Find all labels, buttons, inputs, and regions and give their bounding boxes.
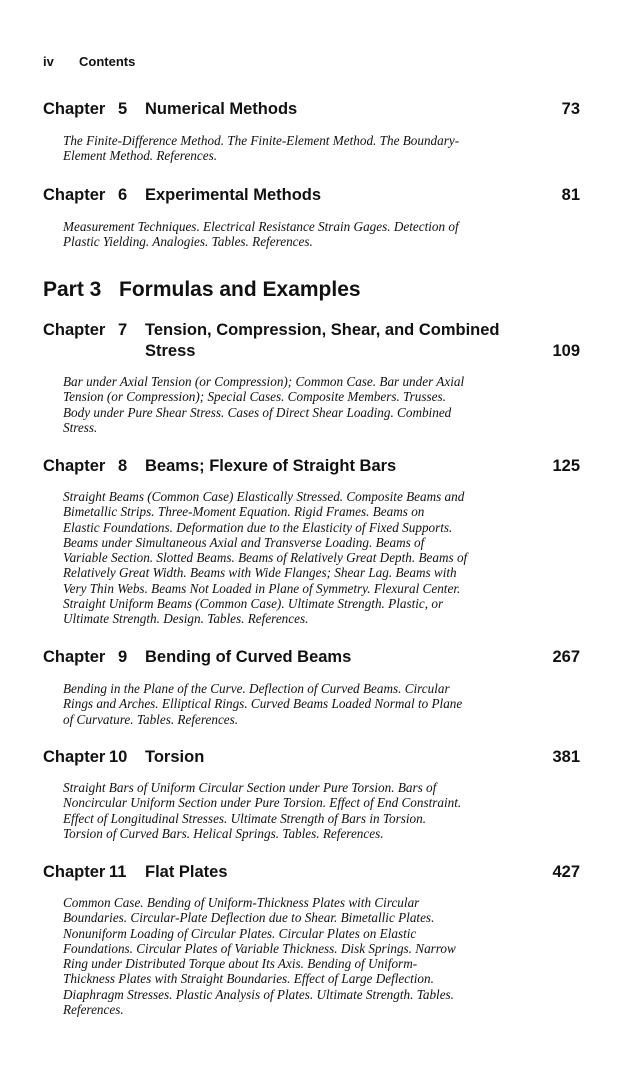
chapter-title: Numerical Methods xyxy=(145,100,298,118)
chapter-page: 427 xyxy=(552,863,580,881)
chapter-label: Chapter xyxy=(43,100,106,118)
description-line: Relatively Great Width. Beams with Wide Flanges; Shear Lag. Beams with xyxy=(63,565,457,581)
chapter-number: 6 xyxy=(118,186,128,204)
description-line: Noncircular Uniform Section under Pure Torsion. Effect of End Constraint. xyxy=(63,795,462,811)
chapter-title: Experimental Methods xyxy=(145,186,322,204)
description-line: Foundations. Circular Plates of Variable Thickness. Disk Springs. Narrow xyxy=(63,940,456,956)
chapter-title: Bending of Curved Beams xyxy=(145,648,352,666)
description-line: Nonuniform Loading of Circular Plates. Circular Plates on Elastic xyxy=(63,925,417,941)
description-line: Variable Section. Slotted Beams. Beams of Relatively Great Depth. Beams of xyxy=(63,550,468,566)
chapter-number: 5 xyxy=(118,100,128,118)
chapter-11-description xyxy=(63,895,525,1017)
description-line: Bimetallic Strips. Three-Moment Equation. Rigid Frames. Beams on xyxy=(63,504,425,520)
description-line: Ultimate Strength. Design. Tables. References. xyxy=(63,611,309,627)
part-title: Formulas and Examples xyxy=(119,278,361,301)
description-line: Torsion of Curved Bars. Helical Springs. Tables. References. xyxy=(63,825,384,841)
description-line: Rings and Arches. Elliptical Rings. Curved Beams Loaded Normal to Plane xyxy=(63,696,463,712)
chapter-page: 81 xyxy=(561,186,580,204)
chapter-number: 10 xyxy=(109,748,128,766)
description-line: Beams under Simultaneous Axial and Transverse Loading. Beams of xyxy=(63,534,425,550)
description-line: Tension (or Compression); Special Cases. Composite Members. Trusses. xyxy=(63,389,446,405)
chapter-page: 73 xyxy=(561,100,580,118)
description-line: Diaphragm Stresses. Plastic Analysis of Plates. Ultimate Strength. Tables. xyxy=(63,986,454,1002)
description-line: Very Thin Webs. Beams Not Loaded in Plane of Symmetry. Flexural Center. xyxy=(63,580,461,596)
chapter-label: Chapter xyxy=(43,186,106,204)
chapter-7-description xyxy=(63,374,525,435)
description-line: Elastic Foundations. Deformation due to the Elasticity of Fixed Supports. xyxy=(63,519,453,535)
chapter-6-description xyxy=(63,219,525,250)
description-line: Straight Beams (Common Case) Elastically Stressed. Composite Beams and xyxy=(63,489,465,504)
chapter-number: 11 xyxy=(109,863,127,881)
chapter-title-line-2: Stress xyxy=(145,342,196,360)
chapter-number: 7 xyxy=(118,321,128,339)
chapter-title: Torsion xyxy=(145,748,205,766)
running-head-title: Contents xyxy=(79,54,136,69)
description-line: Boundaries. Circular-Plate Deflection due to Shear. Bimetallic Plates. xyxy=(63,910,435,926)
chapter-label: Chapter xyxy=(43,321,106,339)
chapter-5-description xyxy=(63,133,525,164)
chapter-title-line-1: Tension, Compression, Shear, and Combined xyxy=(145,321,500,339)
chapter-label: Chapter xyxy=(43,748,106,766)
chapter-number: 9 xyxy=(118,648,128,666)
running-head xyxy=(43,54,135,69)
chapter-label: Chapter xyxy=(43,457,106,475)
description-line: The Finite-Difference Method. The Finite-Element Method. The Boundary- xyxy=(63,133,460,148)
description-line: Element Method. References. xyxy=(63,148,218,164)
chapter-page: 125 xyxy=(552,457,580,475)
description-line: Straight Uniform Beams (Common Case). Ultimate Strength. Plastic, or xyxy=(63,596,444,612)
chapter-page: 381 xyxy=(552,748,580,766)
chapter-9-description xyxy=(63,681,525,727)
description-line: Effect of Longitudinal Stresses. Ultimate Strength of Bars in Torsion. xyxy=(63,810,427,826)
chapter-title: Beams; Flexure of Straight Bars xyxy=(145,457,397,475)
chapter-title: Flat Plates xyxy=(145,863,228,881)
description-line: References. xyxy=(63,1002,124,1018)
description-line: Bending in the Plane of the Curve. Deflection of Curved Beams. Circular xyxy=(63,681,450,696)
chapter-10-description xyxy=(63,780,525,841)
description-line: Body under Pure Shear Stress. Cases of Direct Shear Loading. Combined xyxy=(63,404,452,420)
description-line: Straight Bars of Uniform Circular Section under Pure Torsion. Bars of xyxy=(63,780,437,795)
chapter-page: 109 xyxy=(552,342,580,360)
description-line: Ring under Distributed Torque about Its Axis. Bending of Uniform- xyxy=(63,956,418,972)
chapter-label: Chapter xyxy=(43,863,106,881)
description-line: Bar under Axial Tension (or Compression); Common Case. Bar under Axial xyxy=(63,374,465,389)
description-line: Stress. xyxy=(63,419,98,435)
part-label: Part 3 xyxy=(43,278,102,301)
description-line: Thickness Plates with Straight Boundaries. Effect of Large Deflection. xyxy=(63,971,434,987)
chapter-8-description xyxy=(63,489,525,627)
description-line: Common Case. Bending of Uniform-Thickness Plates with Circular xyxy=(63,895,420,910)
description-line: of Curvature. Tables. References. xyxy=(63,711,239,727)
chapter-number: 8 xyxy=(118,457,128,475)
chapter-page: 267 xyxy=(552,648,580,666)
description-line: Measurement Techniques. Electrical Resistance Strain Gages. Detection of xyxy=(63,219,459,234)
description-line: Plastic Yielding. Analogies. Tables. References. xyxy=(63,234,313,250)
chapter-label: Chapter xyxy=(43,648,106,666)
page-number: iv xyxy=(43,54,54,69)
